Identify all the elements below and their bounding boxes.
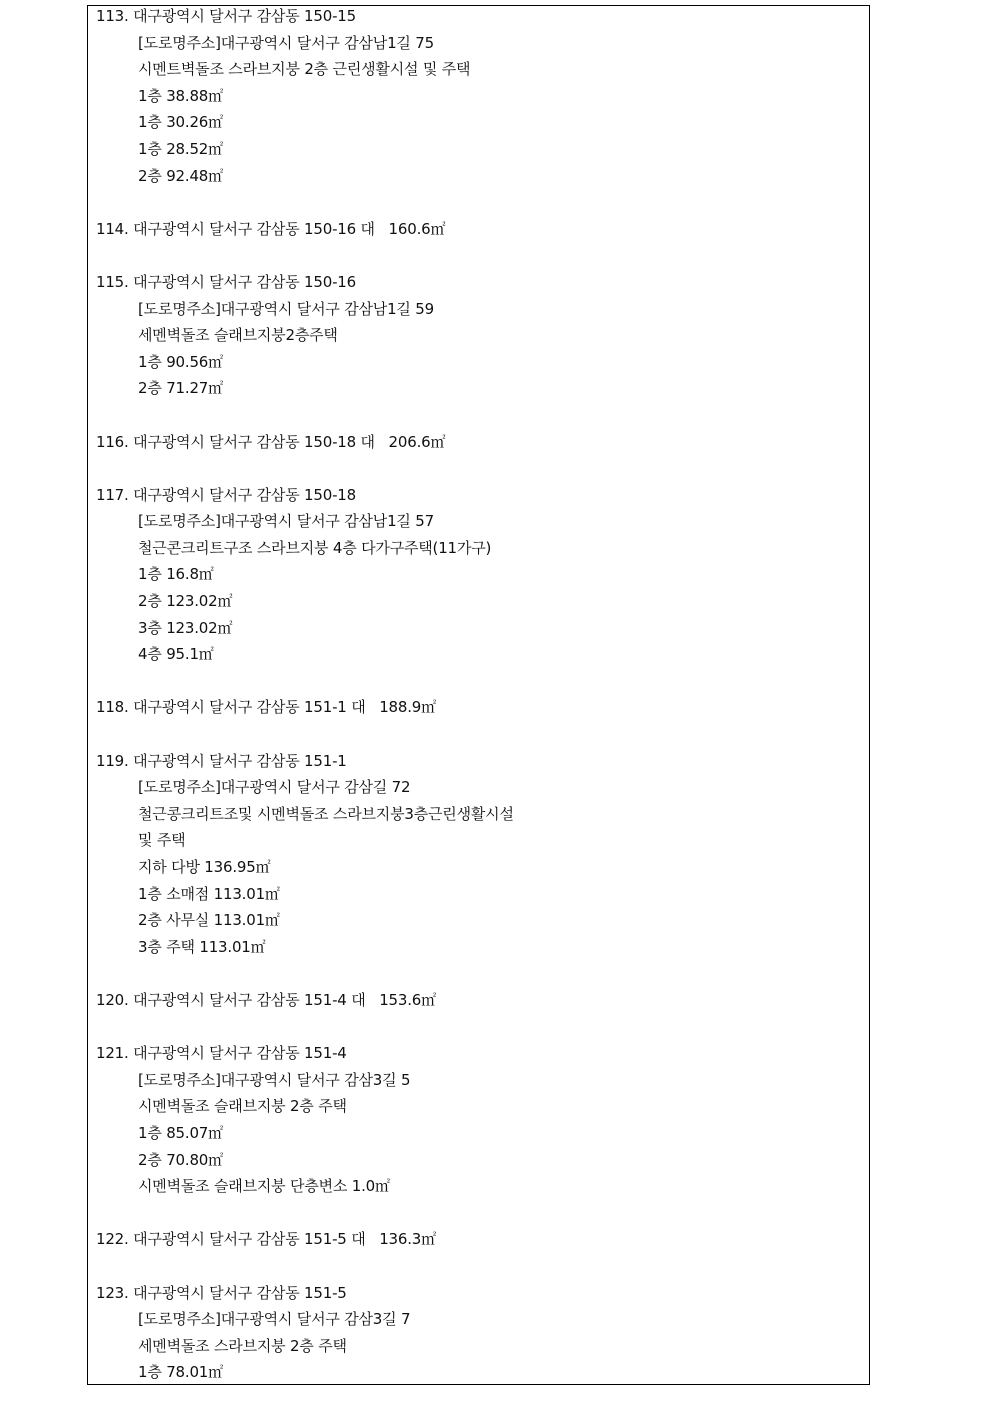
entry-heading: 116. 대구광역시 달서구 감삼동 150-18 대 206.6㎡ [96,432,446,451]
entry-detail-line: 및 주택 [138,831,186,850]
entry-spacer [96,402,861,429]
entry-detail-line: 1층 38.88㎡ [138,86,223,105]
property-list [96,3,861,1386]
entry-detail-line: 1층 78.01㎡ [138,1363,223,1382]
entry-heading: 122. 대구광역시 달서구 감삼동 151-5 대 136.3㎡ [96,1230,436,1249]
entry-spacer [96,1014,861,1041]
entry-detail-line: 1층 16.8㎡ [138,565,214,584]
entry-detail-line: 1층 90.56㎡ [138,352,223,371]
entry-heading: 123. 대구광역시 달서구 감삼동 151-5 [96,1283,347,1302]
entry-detail-line: 시멘벽돌조 슬래브지붕 2층 주택 [138,1097,347,1116]
entry-spacer [96,721,861,748]
entry-detail-line: 철근콘크리트구조 스라브지붕 4층 다가구주택(11가구) [138,538,492,557]
entry-detail-line: 1층 28.52㎡ [138,139,223,158]
entry-heading: 119. 대구광역시 달서구 감삼동 151-1 [96,751,347,770]
entry-heading: 115. 대구광역시 달서구 감삼동 150-16 [96,272,356,291]
entry-detail-line: [도로명주소]대구광역시 달서구 감삼남1길 57 [138,512,434,531]
entry-detail-line: 시멘트벽돌조 스라브지붕 2층 근린생활시설 및 주택 [138,60,471,79]
entry-detail-line: [도로명주소]대구광역시 달서구 감삼3길 5 [138,1070,411,1089]
entry-detail-line: 지하 다방 136.95㎡ [138,858,271,876]
entry-detail-line: 시멘벽돌조 슬래브지붕 단층변소 1.0㎡ [138,1177,390,1196]
entry-detail-line: 1층 85.07㎡ [138,1123,223,1142]
entry-spacer [96,1253,861,1280]
entry-heading: 120. 대구광역시 달서구 감삼동 151-4 대 153.6㎡ [96,990,436,1009]
entry-detail-line: 2층 92.48㎡ [138,166,223,185]
entry-heading: 121. 대구광역시 달서구 감삼동 151-4 [96,1044,347,1063]
entry-detail-line: 3층 123.02㎡ [138,618,233,637]
entry-heading: 117. 대구광역시 달서구 감삼동 150-18 [96,485,356,504]
entry-detail-line: [도로명주소]대구광역시 달서구 감삼길 72 [138,778,411,797]
entry-detail-line: 2층 123.02㎡ [138,592,233,611]
entry-heading: 114. 대구광역시 달서구 감삼동 150-16 대 160.6㎡ [96,219,446,238]
entry-detail-line: 2층 사무실 113.01㎡ [138,911,280,930]
entry-heading: 118. 대구광역시 달서구 감삼동 151-1 대 188.9㎡ [96,698,436,717]
document-frame [87,5,870,1385]
entry-detail-line: 3층 주택 113.01㎡ [138,937,266,956]
entry-detail-line: [도로명주소]대구광역시 달서구 감삼남1길 59 [138,299,434,318]
entry-detail-line: 1층 30.26㎡ [138,113,223,132]
entry-detail-line: 세멘벽돌조 스라브지붕 2층 주택 [138,1336,347,1355]
entry-detail-line: 철근콩크리트조및 시멘벽돌조 스라브지붕3층근린생활시설 [138,804,514,823]
entry-spacer [96,1200,861,1227]
entry-detail-line: 2층 71.27㎡ [138,379,223,398]
entry-detail-line: 4층 95.1㎡ [138,645,214,664]
entry-spacer [96,455,861,482]
entry-spacer [96,668,861,695]
entry-spacer [96,242,861,269]
entry-detail-line: 세멘벽돌조 슬래브지붕2층주택 [138,326,338,345]
entry-heading: 113. 대구광역시 달서구 감삼동 150-15 [96,7,356,25]
entry-detail-line: 1층 소매점 113.01㎡ [138,884,280,903]
entry-detail-line: [도로명주소]대구광역시 달서구 감삼3길 7 [138,1310,411,1329]
entry-spacer [96,189,861,216]
entry-detail-line: 2층 70.80㎡ [138,1150,223,1169]
entry-detail-line: [도로명주소]대구광역시 달서구 감삼남1길 75 [138,33,434,52]
entry-spacer [96,960,861,987]
